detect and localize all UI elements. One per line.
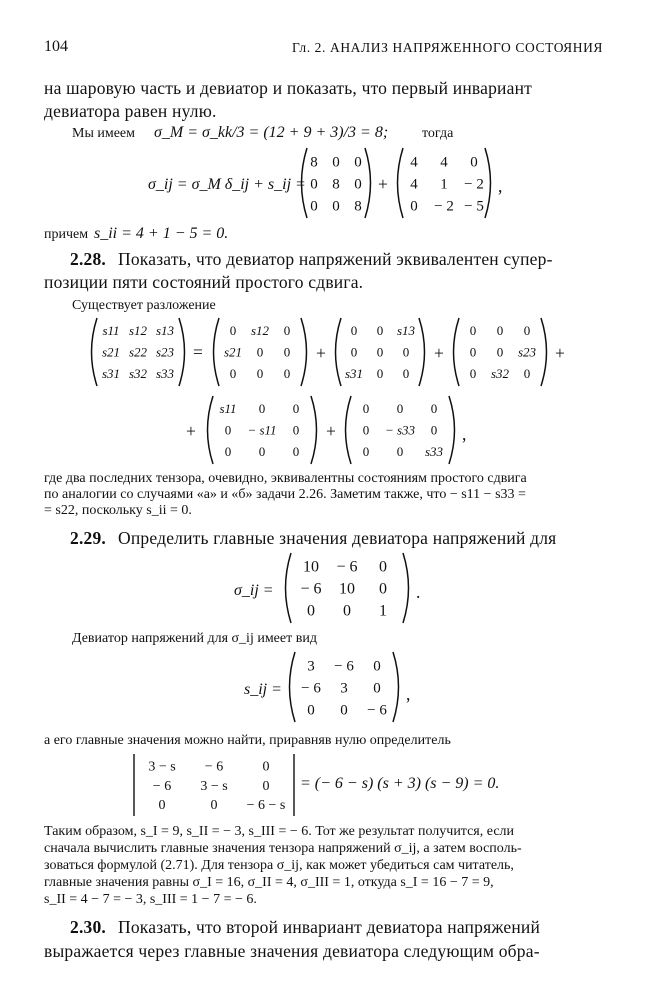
right-paren bbox=[365, 148, 371, 218]
matrix-cell: s21 bbox=[223, 344, 243, 360]
matrix-cell: 0 bbox=[210, 798, 218, 814]
decomposition-lhs: σ_ij = σ_M δ_ij + s_ij = bbox=[148, 176, 306, 193]
matrix-cell: 0 bbox=[376, 344, 384, 360]
matrix-cell: 0 bbox=[410, 198, 418, 215]
matrix-cell: 0 bbox=[307, 702, 315, 719]
matrix-cell: 4 bbox=[410, 154, 418, 171]
stress-tensor-matrix bbox=[280, 551, 414, 625]
matrix-cell: 0 bbox=[469, 323, 477, 339]
sigma-lhs: σ_ij = bbox=[234, 582, 274, 599]
matrix-cell: 0 bbox=[332, 198, 340, 215]
matrix-cell: 0 bbox=[373, 680, 381, 697]
right-paren bbox=[311, 396, 317, 464]
equals-sign: = bbox=[193, 342, 204, 362]
matrix-cell: 8 bbox=[332, 176, 340, 193]
matrix-cell: s11 bbox=[102, 323, 120, 339]
matrix-cell: s31 bbox=[101, 365, 121, 381]
stress-deviator-matrix bbox=[284, 650, 404, 724]
matrix-cell: 10 bbox=[303, 558, 319, 576]
matrix-cell: 0 bbox=[262, 759, 270, 775]
left-paren bbox=[398, 148, 404, 218]
solution-27-lead: Мы имеем bbox=[72, 126, 135, 141]
matrix-cell: 3 − s bbox=[200, 778, 228, 794]
note-28-line-3: = s22, поскольку s_ii = 0. bbox=[44, 503, 192, 518]
matrix-cell: 4 bbox=[410, 176, 418, 193]
shear-matrix-33 bbox=[340, 394, 460, 466]
plus-sign: + bbox=[316, 343, 327, 363]
matrix-cell: 0 bbox=[340, 702, 348, 719]
matrix-cell: s12 bbox=[128, 323, 148, 339]
problem-2-29-number: 2.29. bbox=[70, 528, 106, 548]
matrix-cell: s11 bbox=[219, 401, 237, 417]
matrix-cell: − 2 bbox=[434, 198, 454, 215]
matrix-cell: 0 bbox=[258, 401, 266, 417]
matrix-cell: 0 bbox=[262, 778, 270, 794]
left-paren bbox=[286, 553, 292, 623]
right-paren bbox=[393, 652, 399, 722]
running-header: Гл. 2. АНАЛИЗ НАПРЯЖЕННОГО СОСТОЯНИЯ bbox=[292, 40, 604, 55]
matrix-cell: s12 bbox=[250, 323, 270, 339]
matrix-cell: 0 bbox=[430, 401, 438, 417]
spherical-matrix bbox=[296, 146, 376, 220]
plus-sign: + bbox=[326, 421, 337, 441]
matrix-cell: 0 bbox=[362, 401, 370, 417]
determinant-intro: а его главные значения можно найти, приравняв нулю определитель bbox=[44, 733, 451, 748]
result-line-4: главные значения равны σ_I = 16, σ_II = 4, σ_III = 1, откуда s_I = 16 − 7 = 9, bbox=[44, 875, 494, 890]
trace-equation: s_ii = 4 + 1 − 5 = 0. bbox=[94, 225, 229, 242]
matrix-cell: s22 bbox=[128, 344, 148, 360]
matrix-cell: 0 bbox=[376, 323, 384, 339]
matrix-cell: − s11 bbox=[247, 422, 277, 438]
comma: , bbox=[406, 684, 411, 704]
matrix-cell: 1 bbox=[440, 176, 448, 193]
matrix-cell: − 6 bbox=[204, 759, 224, 775]
matrix-cell: 0 bbox=[354, 154, 362, 171]
matrix-cell: 0 bbox=[379, 580, 387, 598]
matrix-cell: s32 bbox=[128, 365, 148, 381]
solution-28-intro: Существует разложение bbox=[72, 298, 216, 313]
matrix-cell: − 6 bbox=[300, 580, 322, 598]
left-paren bbox=[454, 318, 460, 386]
matrix-cell: s32 bbox=[490, 365, 510, 381]
matrix-cell: − 6 bbox=[301, 680, 321, 697]
problem-2-30-number: 2.30. bbox=[70, 917, 106, 937]
shear-matrix-23 bbox=[448, 316, 552, 388]
left-paren bbox=[346, 396, 352, 464]
determinant-rhs: = (− 6 − s) (s + 3) (s − 9) = 0. bbox=[300, 775, 500, 792]
matrix-cell: 0 bbox=[396, 443, 404, 459]
matrix-cell: 0 bbox=[292, 422, 300, 438]
solution-27-then: тогда bbox=[422, 126, 454, 141]
problem-2-28-number: 2.28. bbox=[70, 249, 106, 269]
matrix-cell: s21 bbox=[101, 344, 121, 360]
plus-sign: + bbox=[186, 421, 197, 441]
right-paren bbox=[403, 553, 409, 623]
matrix-cell: s23 bbox=[517, 344, 537, 360]
matrix-cell: s33 bbox=[155, 365, 175, 381]
matrix-cell: 0 bbox=[376, 365, 384, 381]
right-paren bbox=[301, 318, 307, 386]
mean-stress-equation: σ_M = σ_kk/3 = (12 + 9 + 3)/3 = 8; bbox=[154, 124, 389, 141]
problem-2-29-line-1: Определить главные значения девиатора напряжений для bbox=[118, 528, 557, 548]
matrix-cell: − 5 bbox=[464, 198, 484, 215]
matrix-cell: 1 bbox=[379, 602, 387, 620]
matrix-cell: 0 bbox=[256, 365, 264, 381]
right-paren bbox=[449, 396, 455, 464]
shear-matrix-11 bbox=[202, 394, 322, 466]
right-paren bbox=[485, 148, 491, 218]
matrix-cell: 8 bbox=[354, 198, 362, 215]
left-paren bbox=[336, 318, 342, 386]
matrix-cell: 0 bbox=[402, 365, 410, 381]
deviator-matrix bbox=[392, 146, 496, 220]
problem-2-30-line-1: Показать, что второй инвариант девиатора напряжений bbox=[118, 917, 541, 937]
matrix-cell: 0 bbox=[229, 323, 237, 339]
matrix-cell: 0 bbox=[158, 798, 166, 814]
deviator-full-matrix bbox=[86, 316, 190, 388]
matrix-cell: s31 bbox=[344, 365, 364, 381]
matrix-cell: − 6 bbox=[336, 558, 358, 576]
problem-2-28-line-1: Показать, что девиатор напряжений эквивалентен супер- bbox=[118, 249, 553, 269]
right-paren bbox=[419, 318, 425, 386]
matrix-cell: 3 bbox=[307, 658, 315, 675]
right-paren bbox=[541, 318, 547, 386]
comma: , bbox=[462, 424, 467, 444]
matrix-cell: − 2 bbox=[464, 176, 484, 193]
matrix-cell: 0 bbox=[354, 176, 362, 193]
matrix-cell: 0 bbox=[307, 602, 315, 620]
trace-prefix: причем bbox=[44, 227, 89, 242]
matrix-cell: 0 bbox=[469, 344, 477, 360]
matrix-cell: 0 bbox=[350, 323, 358, 339]
matrix-cell: 0 bbox=[470, 154, 478, 171]
matrix-cell: 0 bbox=[362, 443, 370, 459]
comma: , bbox=[498, 176, 503, 196]
matrix-cell: s13 bbox=[396, 323, 416, 339]
matrix-cell: − 6 bbox=[367, 702, 387, 719]
result-line-3: зоваться формулой (2.71). Для тензора σ_ij, как может убедиться сам читатель, bbox=[44, 858, 514, 873]
matrix-cell: 0 bbox=[258, 443, 266, 459]
note-28-line-2: по аналогии со случаями «а» и «б» задачи 2.26. Заметим также, что − s11 − s33 = bbox=[44, 487, 526, 502]
deviator-intro: Девиатор напряжений для σ_ij имеет вид bbox=[72, 631, 317, 646]
matrix-cell: 0 bbox=[362, 422, 370, 438]
deviator-lhs: s_ij = bbox=[244, 681, 282, 698]
plus-sign: + bbox=[378, 174, 389, 194]
left-paren bbox=[302, 148, 308, 218]
matrix-cell: 0 bbox=[396, 401, 404, 417]
matrix-cell: 0 bbox=[402, 344, 410, 360]
matrix-cell: 3 − s bbox=[148, 759, 176, 775]
period: . bbox=[416, 582, 421, 602]
matrix-cell: − 6 bbox=[152, 778, 172, 794]
matrix-cell: 0 bbox=[283, 365, 291, 381]
characteristic-determinant bbox=[130, 752, 298, 818]
matrix-cell: 0 bbox=[469, 365, 477, 381]
matrix-cell: 0 bbox=[523, 323, 531, 339]
matrix-cell: 0 bbox=[332, 154, 340, 171]
matrix-cell: 0 bbox=[496, 323, 504, 339]
matrix-cell: 0 bbox=[310, 198, 318, 215]
matrix-cell: 0 bbox=[350, 344, 358, 360]
matrix-cell: 0 bbox=[224, 422, 232, 438]
left-paren bbox=[214, 318, 220, 386]
matrix-cell: 0 bbox=[292, 401, 300, 417]
result-line-1: Таким образом, s_I = 9, s_II = − 3, s_III = − 6. Тот же результат получится, если bbox=[44, 824, 515, 839]
plus-sign: + bbox=[555, 343, 566, 363]
matrix-cell: 10 bbox=[339, 580, 355, 598]
left-paren bbox=[208, 396, 214, 464]
matrix-cell: 0 bbox=[343, 602, 351, 620]
matrix-cell: 0 bbox=[373, 658, 381, 675]
matrix-cell: 0 bbox=[496, 344, 504, 360]
shear-matrix-12 bbox=[208, 316, 312, 388]
matrix-cell: s33 bbox=[424, 443, 444, 459]
matrix-cell: − 6 − s bbox=[246, 798, 286, 814]
matrix-cell: 0 bbox=[229, 365, 237, 381]
matrix-cell: − 6 bbox=[334, 658, 354, 675]
right-paren bbox=[179, 318, 185, 386]
page-number: 104 bbox=[44, 38, 68, 55]
matrix-cell: s23 bbox=[155, 344, 175, 360]
matrix-cell: 0 bbox=[283, 344, 291, 360]
problem-2-28-line-2: позиции пяти состояний простого сдвига. bbox=[44, 272, 364, 292]
matrix-cell: − s33 bbox=[384, 422, 416, 438]
plus-sign: + bbox=[434, 343, 445, 363]
matrix-cell: 0 bbox=[430, 422, 438, 438]
matrix-cell: 4 bbox=[440, 154, 448, 171]
matrix-cell: 8 bbox=[310, 154, 318, 171]
intro-line-1: на шаровую часть и девиатор и показать, что первый инвариант bbox=[44, 78, 532, 98]
left-paren bbox=[290, 652, 296, 722]
matrix-cell: 0 bbox=[224, 443, 232, 459]
matrix-cell: 0 bbox=[292, 443, 300, 459]
matrix-cell: 0 bbox=[523, 365, 531, 381]
matrix-cell: 3 bbox=[340, 680, 348, 697]
left-paren bbox=[92, 318, 98, 386]
problem-2-30-line-2: выражается через главные значения девиатора следующим обра- bbox=[44, 941, 540, 961]
result-line-2: сначала вычислить главные значения тензора напряжений σ_ij, а затем восполь- bbox=[44, 841, 522, 856]
matrix-cell: 0 bbox=[310, 176, 318, 193]
matrix-cell: 0 bbox=[379, 558, 387, 576]
shear-matrix-13 bbox=[330, 316, 430, 388]
note-28-line-1: где два последних тензора, очевидно, эквивалентны состояниям простого сдвига bbox=[44, 471, 527, 486]
matrix-cell: s13 bbox=[155, 323, 175, 339]
result-line-5: s_II = 4 − 7 = − 3, s_III = 1 − 7 = − 6. bbox=[44, 892, 257, 907]
matrix-cell: 0 bbox=[256, 344, 264, 360]
matrix-cell: 0 bbox=[283, 323, 291, 339]
intro-line-2: девиатора равен нулю. bbox=[44, 101, 217, 121]
